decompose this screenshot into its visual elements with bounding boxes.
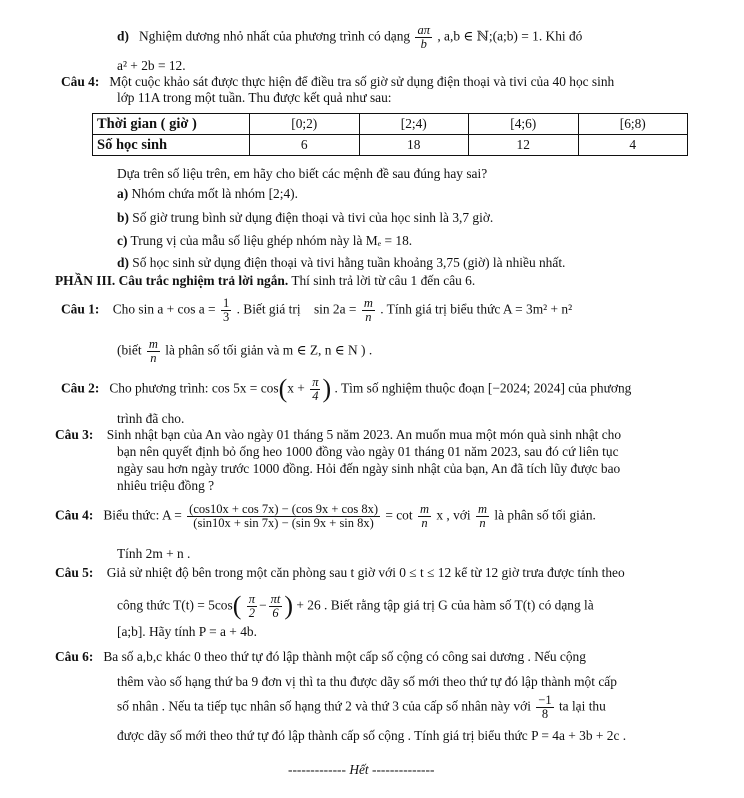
table-cell: 18	[359, 135, 469, 156]
fraction: $\frac{\pi}{4}$	[312, 374, 319, 403]
fraction: $\frac{a\pi}{b}$	[417, 23, 430, 52]
question-label: Câu 1:	[61, 301, 100, 317]
end-marker: ------------- Hết --------------	[288, 762, 435, 777]
section-title: PHẦN III. Câu trắc nghiệm trả lời ngắn. Thí sinh trả lời từ câu 1 đến câu 6.	[55, 273, 476, 288]
fraction: $\frac{m}{n}$	[477, 502, 487, 531]
question-4-line2: Tính 2m + n .	[117, 546, 191, 561]
question-6-line4: được dãy số mới theo thứ tự đó lập thành cấp số cộng . Tính giá trị biểu thức P = 4a + 3b + 2c .	[117, 728, 627, 743]
statement-label: d)	[117, 28, 129, 44]
table-cell: 6	[250, 135, 360, 156]
question-3: Câu 3: Sinh nhật bạn của An vào ngày 01 tháng 5 năm 2023. An muốn mua một món quà sinh nhật cho	[55, 427, 622, 442]
table-row	[93, 114, 688, 135]
question-4: Câu 4: Biểu thức: A = $\frac{(\cos 10x + \cos 7x) - (\cos 9x + \cos 8x)}{(\sin 10x + \sin 7x) - (\sin 9x + \sin 8x)}$ = cot $\frac{m}{n}$ x , với $\frac{m}{n}$ là phân số tối giản.	[55, 502, 596, 531]
table-cell: 4	[578, 135, 688, 156]
question-label: Câu 3:	[55, 427, 94, 442]
table-cell: [4;6)	[469, 114, 579, 135]
frequency-table	[92, 113, 688, 156]
question-2: Câu 2: Cho phương trình: cos 5x = cos(x + $\frac{\pi}{4}$ ) . Tìm số nghiệm thuộc đoạn [−2024; 2024] của phương	[61, 374, 632, 403]
statement-text: Nghiệm dương nhỏ nhất của phương trình có dạng	[138, 28, 411, 44]
table-row	[93, 135, 688, 156]
fraction: $\frac{m}{n}$	[419, 502, 429, 531]
fraction: $\frac{\pi t}{6}$	[270, 591, 281, 620]
table-cell: [6;8)	[578, 114, 688, 135]
table-header-time: Thời gian ( giờ )	[93, 114, 250, 135]
question-label: Câu 4:	[55, 507, 94, 523]
fraction: $\frac{(\cos 10x + \cos 7x) - (\cos 9x + \cos 8x)}{(\sin 10x + \sin 7x) - (\sin 9x + \sin 8x)}$	[189, 502, 378, 531]
question-2-line2: trình đã cho.	[117, 411, 185, 426]
question-1: Câu 1: Cho sin a + cos a = $\frac{1}{3}$ . Biết giá trị sin 2a = $\frac{m}{n}$ . Tính giá trị biểu thức A = 3m² + n²	[61, 296, 573, 325]
question-5: Câu 5: Giả sử nhiệt độ bên trong một căn phòng sau t giờ với 0 ≤ t ≤ 12 kể từ 12 giờ trưa được tính theo	[55, 565, 625, 580]
fraction: $\frac{1}{3}$	[222, 296, 230, 325]
table-cell: [2;4)	[359, 114, 469, 135]
question-text: Một cuộc khảo sát được thực hiện để điều tra số giờ sử dụng điện thoại và tivi của 40 học sinh	[109, 74, 615, 89]
question-1-line2: (biết $\frac{m}{n}$ là phân số tối giản và m ∈ Z, n ∈ N ) .	[117, 337, 373, 366]
table-header-students: Số học sinh	[93, 135, 250, 156]
question-4-part2	[61, 74, 614, 91]
question-text-line2: lớp 11A trong một tuần. Thu được kết quả như sau:	[117, 90, 392, 105]
question-prompt: Dựa trên số liệu trên, em hãy cho biết các mệnh đề sau đúng hay sai?	[117, 166, 488, 181]
fraction: $\frac{\pi}{2}$	[248, 591, 256, 620]
fraction: $\frac{m}{n}$	[148, 337, 158, 366]
statement-condition: , a,b ∈ ℕ;(a;b) = 1. Khi đó	[437, 28, 583, 44]
question-6-line3: số nhân . Nếu ta tiếp tục nhân số hạng thứ 2 và thứ 3 của cấp số nhân này với $\frac{-1}{8}$ ta lại thu	[117, 693, 606, 722]
question-label: Câu 2:	[61, 380, 100, 396]
statement-b: b) Số giờ trung bình sử dụng điện thoại và tivi của học sinh là 3,7 giờ.	[117, 210, 494, 225]
table-cell: [0;2)	[250, 114, 360, 135]
question-3-line: bạn nên quyết định bỏ ống heo 1000 đồng vào ngày 01 tháng 01 năm 2023, sau đó cứ liên tục	[117, 444, 619, 459]
question-5-line3: [a;b]. Hãy tính P = a + 4b.	[117, 624, 257, 639]
statement-d-line2: a² + 2b = 12.	[117, 58, 186, 73]
question-3-line: ngày sau hơn ngày trước 1000 đồng. Hỏi đến ngày sinh nhật của bạn, An đã tích lũy được bao	[117, 461, 621, 476]
question-6-line2: thêm vào số hạng thứ ba 9 đơn vị thì ta thu được dãy số mới theo thứ tự đó lập thành một cấp	[117, 674, 617, 689]
fraction: $\frac{m}{n}$	[363, 296, 373, 325]
statement-a: a) Nhóm chứa mốt là nhóm [2;4).	[117, 186, 298, 201]
statement-d: d) Số học sinh sử dụng điện thoại và tivi hằng tuần khoảng 3,75 (giờ) là nhiều nhất.	[117, 255, 566, 270]
fraction: $\frac{-1}{8}$	[538, 693, 552, 722]
statement-c: c) Trung vị của mẫu số liệu ghép nhóm này là Mₑ = 18.	[117, 233, 413, 248]
question-3-line: nhiêu triệu đồng ?	[117, 478, 215, 493]
statement-d-top	[117, 24, 582, 51]
question-label: Câu 5:	[55, 565, 94, 580]
question-label: Câu 6:	[55, 649, 94, 664]
table-cell: 12	[469, 135, 579, 156]
question-label: Câu 4:	[61, 74, 100, 89]
question-5-line2: công thức T(t) = 5cos( $\frac{\pi}{2}$ − $\frac{\pi t}{6}$ ) + 26 . Biết rằng tập giá trị G của hàm số T(t) có dạng là	[117, 591, 594, 620]
question-6: Câu 6: Ba số a,b,c khác 0 theo thứ tự đó lập thành một cấp số cộng có công sai dương . Nếu cộng	[55, 649, 586, 664]
